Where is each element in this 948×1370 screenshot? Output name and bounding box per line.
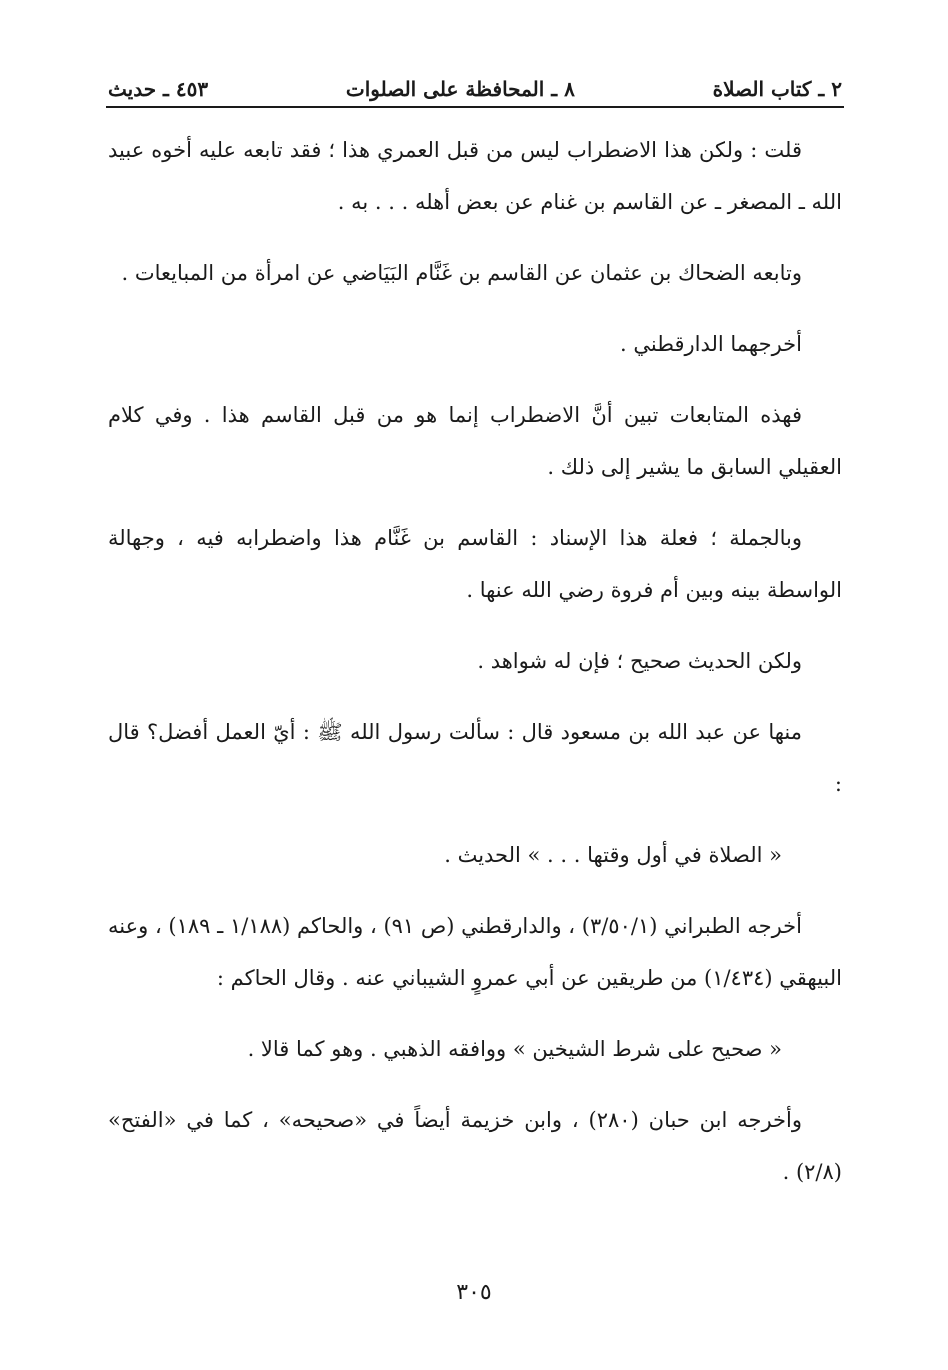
paragraph-7: منها عن عبد الله بن مسعود قال : سألت رسول الله ﷺ : أيّ العمل أفضل؟ قال : [108, 720, 842, 796]
header-divider [106, 106, 844, 108]
hakim-quote: « صحيح على شرط الشيخين » ووافقه الذهبي . وهو كما قالا . [247, 1037, 782, 1061]
page-body [108, 124, 842, 1217]
hadith-quote: « الصلاة في أول وقتها . . . » الحديث . [444, 843, 782, 867]
header-chapter: ٢ ـ كتاب الصلاة [712, 77, 842, 101]
paragraph-2: وتابعه الضحاك بن عثمان عن القاسم بن غَنَّام البَيَاضي عن امرأة من المبايعات . [121, 261, 802, 285]
page-number: ٣٠٥ [456, 1280, 492, 1305]
paragraph-1: قلت : ولكن هذا الاضطراب ليس من قبل العمري هذا ؛ فقد تابعه عليه أخوه عبيد الله ـ المصغر ـ عن القاسم بن غنام عن بعض أهله . . . به . [108, 138, 842, 214]
paragraph-9: أخرجه الطبراني (٣/٥٠/١) ، والدارقطني (ص ٩١) ، والحاكم (١/١٨٨ ـ ١٨٩) ، وعنه البيهقي (١/٤٣٤) من طريقين عن أبي عمروٍ الشيباني عنه . وقال الحاكم : [108, 914, 842, 990]
header-section: ٨ ـ المحافظة على الصلوات [345, 77, 575, 101]
paragraph-4: فهذه المتابعات تبين أنَّ الاضطراب إنما هو من قبل القاسم هذا . وفي كلام العقيلي السابق ما يشير إلى ذلك . [108, 403, 842, 479]
paragraph-5: وبالجملة ؛ فعلة هذا الإسناد : القاسم بن غَنَّام هذا واضطرابه فيه ، وجهالة الواسطة بينه وبين أم فروة رضي الله عنها . [108, 526, 842, 602]
running-header [108, 74, 842, 104]
header-hadith-number: ٤٥٣ ـ حديث [108, 77, 209, 101]
paragraph-3: أخرجهما الدارقطني . [620, 332, 802, 356]
paragraph-11: وأخرجه ابن حبان (٢٨٠) ، وابن خزيمة أيضاً في «صحيحه» ، كما في «الفتح» (٢/٨) . [108, 1108, 842, 1184]
paragraph-6: ولكن الحديث صحيح ؛ فإن له شواهد . [477, 649, 802, 673]
